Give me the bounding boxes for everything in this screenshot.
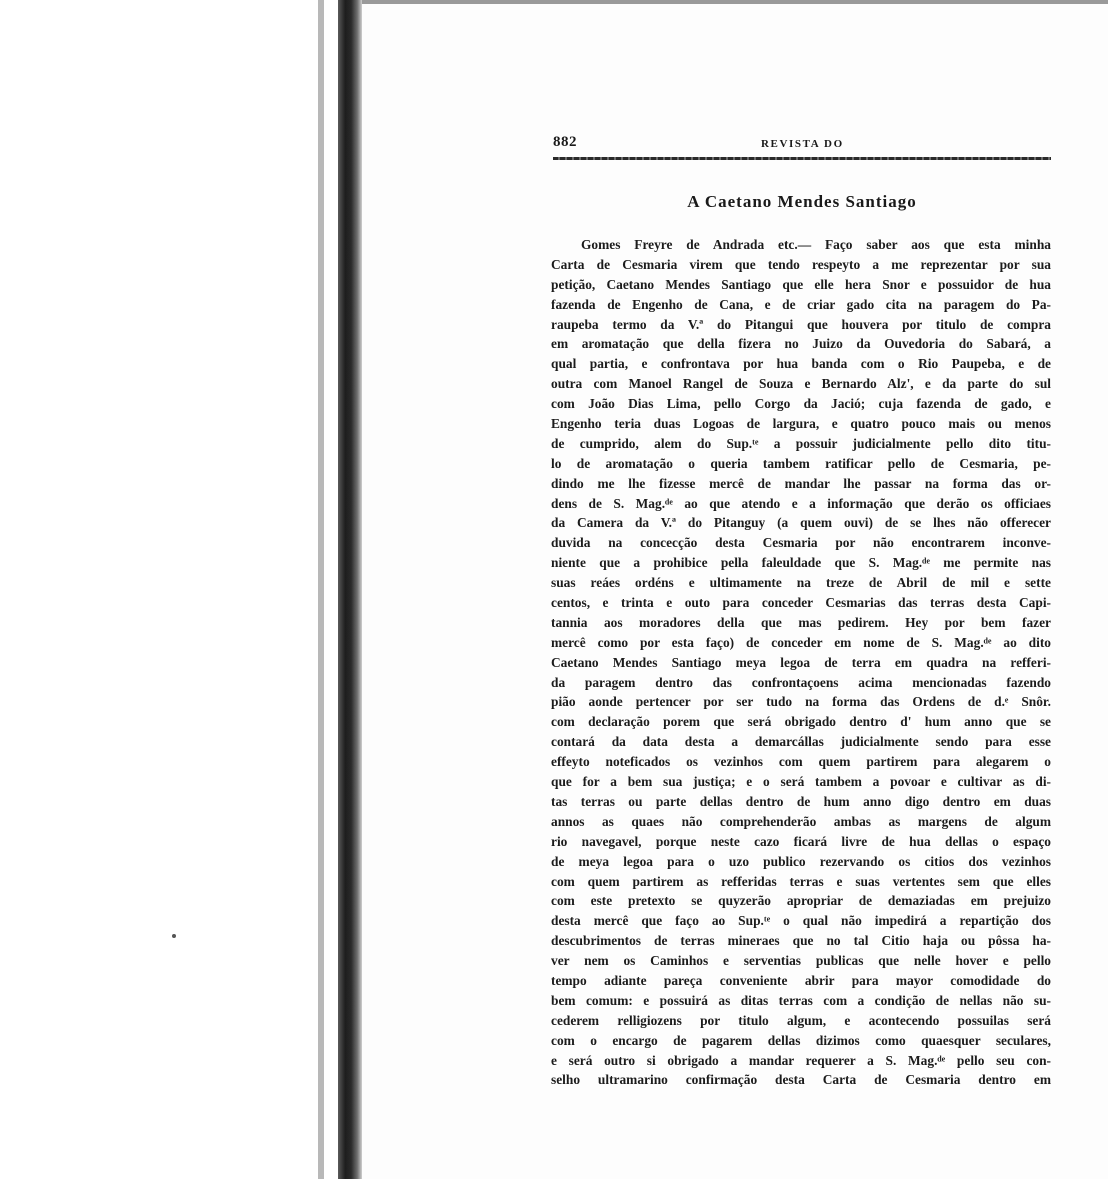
text-line: Gomes Freyre de Andrada etc.— Faço saber aos que esta minha	[581, 237, 1051, 252]
text-line: fazenda de Engenho de Cana, e de criar gado cita na paragem do Pa-	[551, 296, 1051, 312]
page-number: 882	[553, 134, 577, 150]
text-line: duvida na concecção desta Cesmaria por não encontrarem inconve-	[551, 535, 1051, 551]
text-line: desta mercê que faço ao Sup.ᵗᵉ o qual não impedirá a repartição dos	[551, 913, 1051, 929]
text-line: com este pretexto se quyzerão apropriar de demaziadas em prejuizo	[551, 893, 1051, 909]
text-line: selho ultramarino confirmação desta Carta de Cesmaria dentro em	[551, 1072, 1051, 1088]
left-page-blank	[0, 0, 340, 1179]
text-line: tannia aos moradores della que mas pedirem. Hey por bem fazer	[551, 614, 1051, 630]
text-line: outra com Manoel Rangel de Souza e Bernardo Alz', e da parte do sul	[551, 376, 1051, 392]
text-line: em aromatação que della fizera no Juizo da Ouvedoria do Sabará, a	[551, 336, 1051, 352]
text-line: tas terras ou parte dellas dentro de hum anno digo dentro em duas	[551, 793, 1051, 809]
text-line: contará da data desta a demarcállas judicialmente sendo para esse	[551, 734, 1051, 750]
text-line: com declaração porem que será obrigado dentro d' hum anno que se	[551, 714, 1051, 730]
text-line: rio navegavel, porque neste cazo ficará livre de hua dellas o espaço	[551, 833, 1051, 849]
text-line: centos, e trinta e outo para conceder Cesmarias das terras desta Capi-	[551, 595, 1051, 611]
text-line: que for a bem sua justiça; e o será tambem a povoar e cultivar as di-	[551, 774, 1051, 790]
text-line: annos as quaes não comprehenderão ambas as margens de algum	[551, 813, 1051, 829]
text-line: Engenho teria duas Logoas de largura, e quatro pouco mais ou menos	[551, 416, 1051, 432]
text-line: suas reáes ordéns e ultimamente na treze de Abril de mil e sette	[551, 575, 1051, 591]
text-line: qual partia, e confrontava por hua banda com o Rio Paupeba, e de	[551, 356, 1051, 372]
text-line: descubrimentos de terras mineraes que no tal Citio haja ou pôssa ha-	[551, 933, 1051, 949]
text-line: raupeba termo da V.ª do Pitangui que houvera por titulo de compra	[551, 316, 1051, 332]
text-line: lo de aromatação o queria tambem ratificar pello de Cesmaria, pe-	[551, 455, 1051, 471]
document-title: A Caetano Mendes Santiago	[687, 192, 917, 211]
text-line: de cumprido, alem do Sup.ᵗᵉ a possuir judicialmente pello dito titu-	[551, 435, 1051, 451]
text-line: da paragem dentro das confrontaçoens acima mencionadas fazendo	[551, 674, 1051, 690]
document-body	[551, 235, 1051, 1090]
text-line: com João Dias Lima, pello Corgo da Jació; cuja fazenda de gado, e	[551, 396, 1051, 412]
text-line: com o encargo de pagarem dellas dizimos como quaesquer seculares,	[551, 1032, 1051, 1048]
text-line: e será outro si obrigado a mandar requerer a S. Mag.ᵈᵉ pello seu con-	[551, 1052, 1051, 1068]
text-line: da Camera da V.ª do Pitanguy (a quem ouvi) de se lhes não offerecer	[551, 515, 1051, 531]
text-line: ver nem os Caminhos e serventias publicas que nelle hover e pello	[551, 953, 1051, 969]
text-line: petição, Caetano Mendes Santiago que elle hera Snor e possuidor de hua	[551, 276, 1051, 292]
text-line: de meya legoa para o uzo publico rezervando os citios dos vezinhos	[551, 853, 1051, 869]
header-rule	[553, 157, 1051, 160]
text-line: dindo me lhe fizesse mercê de mandar lhe passar na forma das or-	[551, 475, 1051, 491]
text-line: com quem partirem as refferidas terras e suas vertentes sem que elles	[551, 873, 1051, 889]
running-head: REVISTA DO	[761, 138, 844, 150]
left-page-edge-shadow	[318, 0, 324, 1179]
text-line: tempo adiante pareça conveniente abrir para mayor comodidade do	[551, 972, 1051, 988]
text-line: cederem relligiozens por titulo algum, e acontecendo possuilas será	[551, 1012, 1051, 1028]
text-line: Carta de Cesmaria virem que tendo respeyto a me reprezentar por sua	[551, 256, 1051, 272]
text-line: dens de S. Mag.ᵈᵉ ao que atendo e a informação que derão os officiaes	[551, 495, 1051, 511]
text-line: pião aonde pertencer por ser tudo na forma das Ordens de d.ᵉ Snôr.	[551, 694, 1051, 710]
scan-speck	[172, 934, 176, 938]
text-line: Caetano Mendes Santiago meya legoa de terra em quadra na refferi-	[551, 654, 1051, 670]
book-gutter	[338, 0, 362, 1179]
text-line: niente que a prohibice pella faleuldade que S. Mag.ᵈᵉ me permite nas	[551, 555, 1051, 571]
text-line: mercê como por esta faço) de conceder em nome de S. Mag.ᵈᵉ ao dito	[551, 634, 1051, 650]
text-line: bem comum: e possuirá as ditas terras com a condição de nellas não su-	[551, 992, 1051, 1008]
page-header	[553, 134, 1051, 156]
text-line: effeyto noteficados os vezinhos com quem partirem para alegarem o	[551, 754, 1051, 770]
top-edge-shadow	[362, 0, 1108, 4]
